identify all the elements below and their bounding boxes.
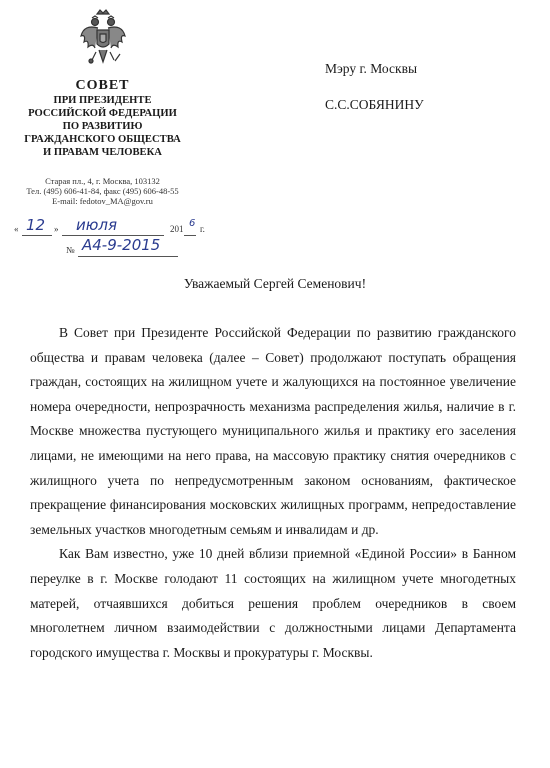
date-year-prefix: 201 [170, 224, 184, 234]
salutation: Уважаемый Сергей Семенович! [183, 276, 367, 291]
date-year-label: г. [200, 224, 205, 234]
phone-line: Тел. (495) 606-41-84, факс (495) 606-48-55 [26, 186, 179, 196]
org-line: ГРАЖДАНСКОГО ОБЩЕСТВА [24, 134, 181, 145]
date-close-quote: » [54, 224, 59, 234]
number-value: А4-9-2015 [82, 236, 161, 254]
number-label: № [66, 245, 75, 255]
date-day: 12 [26, 216, 46, 234]
address-line: Старая пл., 4, г. Москва, 103132 [45, 176, 160, 186]
org-line: РОССИЙСКОЙ ФЕДЕРАЦИИ [28, 108, 177, 119]
org-line: ПРИ ПРЕЗИДЕНТЕ [53, 95, 152, 106]
letter-body [30, 321, 516, 665]
date-month: июля [76, 216, 117, 234]
body-paragraph: Как Вам известно, уже 10 дней вблизи приемной «Единой России» в Банном переулке в г. Москве голодают 11 состоящих на жилищном учете многодетных матерей, отчаявшихся добиться решения проблем очередников в своем многолетнем личном взаимодействии с должностными лицами Департамента городского имущества г. Москвы и прокуратуры г. Москвы. [30, 546, 516, 660]
org-line: И ПРАВАМ ЧЕЛОВЕКА [43, 147, 162, 158]
org-title: СОВЕТ [75, 78, 130, 93]
email-line: E-mail: fedotov_MA@gov.ru [52, 196, 153, 206]
date-open-quote: « [14, 224, 19, 234]
org-line: ПО РАЗВИТИЮ [62, 121, 143, 132]
body-paragraph: В Совет при Президенте Российской Федерации по развитию гражданского общества и правам человека (далее – Совет) продолжают поступать обращения граждан, состоящих на жилищном учете и жалующихся на постоянное увеличение номера очередности, непрозрачность механизма распределения жилья, наличие в г. Москве множества пустующего муниципального жилья и практику его заселения лицами, не имеющими на него права, на массовую практику снятия очередников с жилищного учета по непредусмотренным законом основаниям, фактическое прекращение финансирования московских жилищных программ, непредоставление земельных участков многодетным семьям и инвалидам и др. [30, 325, 516, 537]
date-year-suffix: 6 [189, 218, 196, 229]
recipient-name: С.С.СОБЯНИНУ [325, 97, 424, 112]
contact-info [0, 176, 205, 206]
recipient-title: Мэру г. Москвы [325, 61, 418, 76]
coat-of-arms-icon [78, 8, 128, 72]
document-number [66, 236, 186, 260]
organization-header [0, 78, 205, 159]
recipient-block [325, 60, 515, 112]
